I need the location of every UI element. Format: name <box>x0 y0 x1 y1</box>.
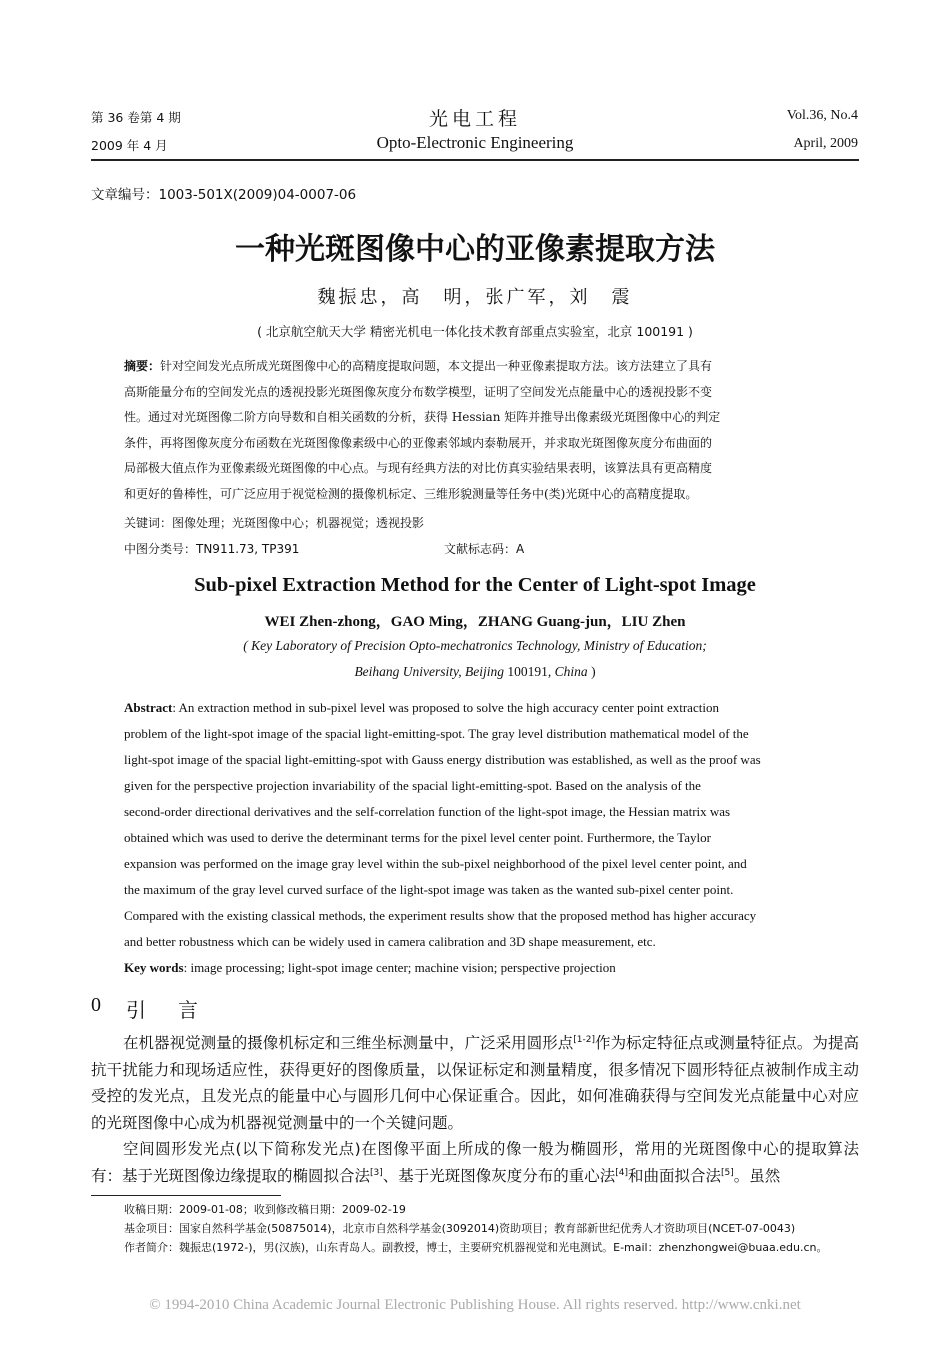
abstract-en-line: expansion was performed on the image gray level within the sub-pixel neighborhood of the pixel level center point, and <box>124 856 747 871</box>
authors-en: WEI Zhen-zhong，GAO Ming，ZHANG Guang-jun，LIU Zhen <box>264 614 686 630</box>
citation[interactable]: [5] <box>721 1167 734 1178</box>
affiliation-en-line1: ( Key Laboratory of Precision Opto-mechatronics Technology, Ministry of Education; <box>243 638 707 653</box>
authors-cn: 魏振忠，高 明，张广军，刘 震 <box>317 287 633 308</box>
abstract-cn-line: 和更好的鲁棒性，可广泛应用于视觉检测的摄像机标定、三维形貌测量等任务中(类)光斑中心的高精度提取。 <box>124 486 698 501</box>
abstract-en-line: second-order directional derivatives and the self-correlation function of the light-spot image, the Hessian matrix was <box>124 804 731 819</box>
abstract-cn-line: 高斯能量分布的空间发光点的透视投影光斑图像灰度分布数学模型，证明了空间发光点能量中心的透视投影不变 <box>124 384 713 399</box>
citation[interactable]: [4] <box>615 1167 629 1178</box>
abstract-en-line: and better robustness which can be widely used in camera calibration and 3D shape measurement, etc. <box>124 934 656 949</box>
introduction-body <box>91 1030 859 1190</box>
body-paragraph: 在机器视觉测量的摄像机标定和三维坐标测量中，广泛采用圆形点[1-2]作为标定特征点或测量特征点。为提高抗干扰能力和现场适应性，获得更好的图像质量，以保证标定和测量精度，很多情况下圆形特征点被制作成主动受控的发光点，且发光点的能量中心与圆形几何中心保证重合。因此，如何准确获得与空间发光点能量中心对应的光斑图像中心成为机器视觉测量中的一个关键问题。 <box>91 1034 859 1132</box>
footnote-received: 收稿日期：2009-01-08；收到修改稿日期：2009-02-19 <box>124 1203 406 1216</box>
abstract-en-line: the maximum of the gray level curved surface of the light-spot image was taken as the wanted sub-pixel center point. <box>124 882 734 897</box>
abstract-en-label: Abstract <box>124 700 173 715</box>
keywords-cn: 关键词：图像处理；光斑图像中心；机器视觉；透视投影 <box>124 516 425 530</box>
copyright-line: © 1994-2010 China Academic Journal Electronic Publishing House. All rights reserved. http://www.cnki.net <box>149 1297 801 1313</box>
citation[interactable]: [3] <box>370 1167 383 1178</box>
affiliation-en-line2: Beihang University, Beijing 100191, China ) <box>354 664 596 679</box>
keywords-en: Key words: image processing; light-spot image center; machine vision; perspective projection <box>124 960 616 975</box>
abstract-en-line: problem of the light-spot image of the spacial light-emitting-spot. The gray level distribution mathematical model of the <box>124 726 749 741</box>
abstract-en-line: given for the perspective projection invariability of the spacial light-emitting-spot. Based on the analysis of the <box>124 778 701 793</box>
doc-code-cn: 文献标志码：A <box>444 542 525 556</box>
abstract-cn <box>124 354 840 508</box>
title-en: Sub-pixel Extraction Method for the Center of Light-spot Image <box>194 574 756 596</box>
journal-title-en: Opto-Electronic Engineering <box>376 133 574 152</box>
footnote-author: 作者简介：魏振忠(1972-)，男(汉族)，山东青岛人。副教授，博士，主要研究机器视觉和光电测试。E-mail：zhenzhongwei@buaa.edu.cn。 <box>124 1241 828 1254</box>
footnote-funding: 基金项目：国家自然科学基金(50875014)，北京市自然科学基金(3092014)资助项目；教育部新世纪优秀人才资助项目(NCET-07-0043) <box>124 1222 796 1235</box>
abstract-en <box>124 695 828 981</box>
abstract-en-line: obtained which was used to derive the determinant terms for the pixel level center point. Furthermore, the Taylor <box>124 830 711 845</box>
abstract-cn-line: 性。通过对光斑图像二阶方向导数和自相关函数的分析，获得 Hessian 矩阵并推导出像素级光斑图像中心的判定 <box>124 410 721 425</box>
clc-cn: 中图分类号：TN911.73, TP391 <box>124 542 300 556</box>
date-en: April, 2009 <box>793 136 858 151</box>
affiliation-cn: ( 北京航空航天大学 精密光机电一体化技术教育部重点实验室，北京 100191 ) <box>257 324 693 339</box>
volume-en: Vol.36, No.4 <box>786 108 858 123</box>
section-number: 0 <box>91 994 101 1016</box>
title-cn: 一种光斑图像中心的亚像素提取方法 <box>235 232 715 267</box>
citation[interactable]: [1-2] <box>573 1034 596 1045</box>
abstract-cn-line: 条件，再将图像灰度分布函数在光斑图像像素级中心的亚像素邻域内泰勒展开，并求取光斑图像灰度分布曲面的 <box>124 435 713 450</box>
header-rule <box>91 159 859 161</box>
abstract-en-line: Compared with the existing classical methods, the experiment results show that the proposed method has higher accuracy <box>124 908 757 923</box>
date-cn: 2009 年 4 月 <box>91 138 168 153</box>
article-number: 文章编号：1003-501X(2009)04-0007-06 <box>91 187 357 203</box>
footnote-rule <box>91 1195 281 1196</box>
body-paragraph: 空间圆形发光点(以下简称发光点)在图像平面上所成的像一般为椭圆形，常用的光斑图像中心的提取算法有：基于光斑图像边缘提取的椭圆拟合法[3]、基于光斑图像灰度分布的重心法[4]和曲面拟合法[5]。虽然 <box>91 1140 859 1185</box>
abstract-cn-line: 摘要：针对空间发光点所成光斑图像中心的高精度提取问题，本文提出一种亚像素提取方法。该方法建立了具有 <box>124 359 713 373</box>
abstract-en-line: light-spot image of the spacial light-emitting-spot with Gauss energy distribution was established, as well as the proof was <box>124 752 761 767</box>
abstract-cn-line: 局部极大值点作为亚像素级光斑图像的中心点。与现有经典方法的对比仿真实验结果表明，该算法具有更高精度 <box>124 461 713 476</box>
section-heading: 引 言 <box>126 998 204 1022</box>
abstract-cn-label: 摘要： <box>124 359 161 373</box>
issue-cn: 第 36 卷第 4 期 <box>91 110 181 125</box>
journal-title-cn: 光电工程 <box>428 108 521 130</box>
keywords-en-label: Key words <box>124 960 184 975</box>
abstract-en-line: Abstract: An extraction method in sub-pixel level was proposed to solve the high accuracy center point extraction <box>124 700 719 715</box>
